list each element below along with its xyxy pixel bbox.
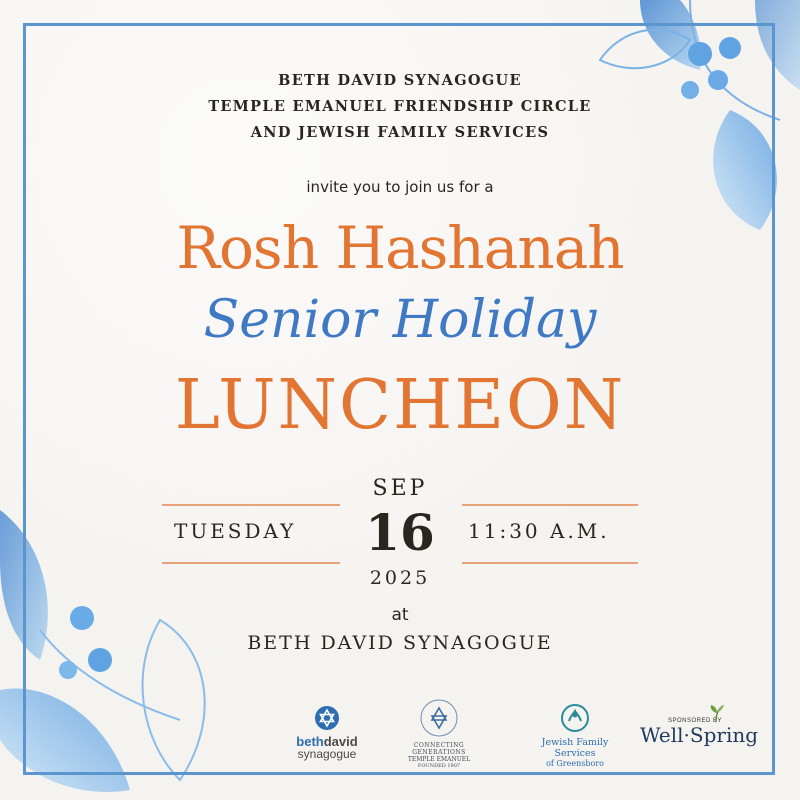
wellspring-logo: [640, 708, 759, 747]
weekday: TUESDAY: [174, 519, 297, 543]
logo-wellspring-name: Well·Spring: [640, 723, 759, 747]
title-line-3: LUNCHEON: [174, 366, 626, 445]
title-line-2: Senior Holiday: [203, 290, 597, 350]
beth-david-logo: [282, 705, 372, 761]
venue: BETH DAVID SYNAGOGUE: [247, 632, 553, 654]
jfs-hands-icon: [560, 703, 590, 733]
host-line-2: TEMPLE EMANUEL FRIENDSHIP CIRCLE: [208, 98, 592, 115]
logo-jfs-sub: of Greensboro: [546, 759, 604, 768]
divider-rule: [462, 562, 638, 564]
logo-ring-text: CONNECTING GENERATIONS: [412, 742, 466, 756]
logo-beth: beth: [296, 734, 324, 749]
logo-temple-name: TEMPLE EMANUEL: [407, 756, 471, 763]
temple-emanuel-emblem-icon: [419, 698, 459, 738]
logo-david: david: [323, 734, 358, 749]
hosts-block: [0, 68, 800, 146]
at-text: at: [391, 605, 409, 625]
time: 11:30 A.M.: [468, 519, 610, 543]
logo-founded: FOUNDED 1907: [417, 763, 461, 769]
host-line-3: AND JEWISH FAMILY SERVICES: [250, 124, 550, 141]
title-line-1: Rosh Hashanah: [176, 214, 624, 282]
host-line-1: BETH DAVID SYNAGOGUE: [278, 72, 522, 89]
leaf-sprig-icon: [706, 704, 726, 722]
jfs-logo: [520, 703, 630, 769]
year: 2025: [369, 567, 431, 589]
day: 16: [365, 503, 435, 562]
temple-emanuel-logo: [400, 698, 478, 769]
divider-rule: [162, 562, 340, 564]
month: SEP: [372, 476, 428, 501]
logo-synagogue: synagogue: [297, 747, 357, 761]
star-of-david-icon: [314, 705, 340, 731]
invite-text: invite you to join us for a: [306, 178, 494, 196]
logo-jfs-name: Jewish Family Services: [541, 737, 609, 759]
logo-sponsor-label: SPONSORED BY: [667, 718, 722, 724]
